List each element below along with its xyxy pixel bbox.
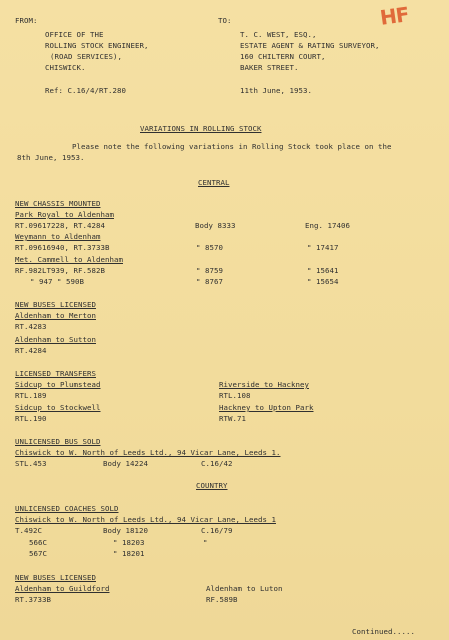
reference-number: C.16/79 [201,526,233,535]
subheading-new-chassis: NEW CHASSIS MOUNTED [15,199,101,208]
engine-number: Eng. 17406 [305,221,350,230]
route-line: Park Royal to Aldenham [15,210,114,219]
vehicle-number: RF.589B [206,595,238,604]
route-line: Sidcup to Plumstead [15,380,101,389]
route-line: Hackney to Upton Park [219,403,314,412]
route-line: Riverside to Hackney [219,380,309,389]
handwritten-initials: HF [378,2,410,30]
continued-note: Continued..... [352,627,415,636]
route-line: Aldenham to Sutton [15,335,96,344]
engine-number: " 15654 [307,277,339,286]
subheading-new-buses-country: NEW BUSES LICENSED [15,573,96,582]
document-date: 11th June, 1953. [240,86,312,95]
from-line: ROLLING STOCK ENGINEER, [45,41,149,50]
route-line: Aldenham to Luton [206,584,283,593]
sale-line: Chiswick to W. North of Leeds Ltd., 94 Vicar Lane, Leeds 1. [15,448,281,457]
subheading-new-buses: NEW BUSES LICENSED [15,300,96,309]
vehicle-number: RTL.190 [15,414,47,423]
vehicle-number: RT.3733B [15,595,51,604]
vehicle-number: RT.4283 [15,322,47,331]
vehicle-number: T.492C [15,526,42,535]
body-number: " 18203 [113,538,145,547]
route-line: Aldenham to Merton [15,311,96,320]
route-line: Sidcup to Stockwell [15,403,101,412]
body-number: " 18201 [113,549,145,558]
vehicle-number: STL.453 [15,459,47,468]
to-label: TO: [218,16,232,25]
to-line: BAKER STREET. [240,63,299,72]
body-number: " 8570 [196,243,223,252]
section-heading-country: COUNTRY [196,481,228,490]
chassis-line: RT.09617228, RT.4284 [15,221,105,230]
engine-number: " 15641 [307,266,339,275]
from-line: OFFICE OF THE [45,30,104,39]
to-line: ESTATE AGENT & RATING SURVEYOR, [240,41,380,50]
vehicle-number: 566C [29,538,47,547]
vehicle-number: RTW.71 [219,414,246,423]
subheading-unlicensed-bus-sold: UNLICENSED BUS SOLD [15,437,101,446]
to-line: T. C. WEST, ESQ., [240,30,317,39]
sale-line: Chiswick to W. North of Leeds Ltd., 94 Vicar Lane, Leeds 1 [15,515,276,524]
route-line: Aldenham to Guildford [15,584,110,593]
intro-line: 8th June, 1953. [17,153,85,162]
to-line: 160 CHILTERN COURT, [240,52,326,61]
chassis-line: RF.982LT939, RF.582B [15,266,105,275]
body-number: Body 18120 [103,526,148,535]
from-line: CHISWICK. [45,63,86,72]
document-title: VARIATIONS IN ROLLING STOCK [140,124,262,133]
intro-line: Please note the following variations in Rolling Stock took place on the [72,142,392,151]
route-line: Weymann to Aldenham [15,232,101,241]
vehicle-number: RTL.189 [15,391,47,400]
body-number: " 8759 [196,266,223,275]
body-number: " 8767 [196,277,223,286]
section-heading-central: CENTRAL [198,178,230,187]
subheading-coaches-sold: UNLICENSED COACHES SOLD [15,504,119,513]
route-line: Met. Cammell to Aldenham [15,255,123,264]
reference-number: C.16/42 [201,459,233,468]
chassis-line: RT.09616940, RT.3733B [15,243,110,252]
reference-number: Ref: C.16/4/RT.280 [45,86,126,95]
vehicle-number: 567C [29,549,47,558]
vehicle-number: RTL.108 [219,391,251,400]
reference-number: " [203,538,208,547]
from-line: (ROAD SERVICES), [50,52,122,61]
subheading-licensed-transfers: LICENSED TRANSFERS [15,369,96,378]
chassis-line: " 947 " 590B [30,277,84,286]
from-label: FROM: [15,16,38,25]
body-number: Body 14224 [103,459,148,468]
vehicle-number: RT.4284 [15,346,47,355]
body-number: Body 8333 [195,221,236,230]
engine-number: " 17417 [307,243,339,252]
